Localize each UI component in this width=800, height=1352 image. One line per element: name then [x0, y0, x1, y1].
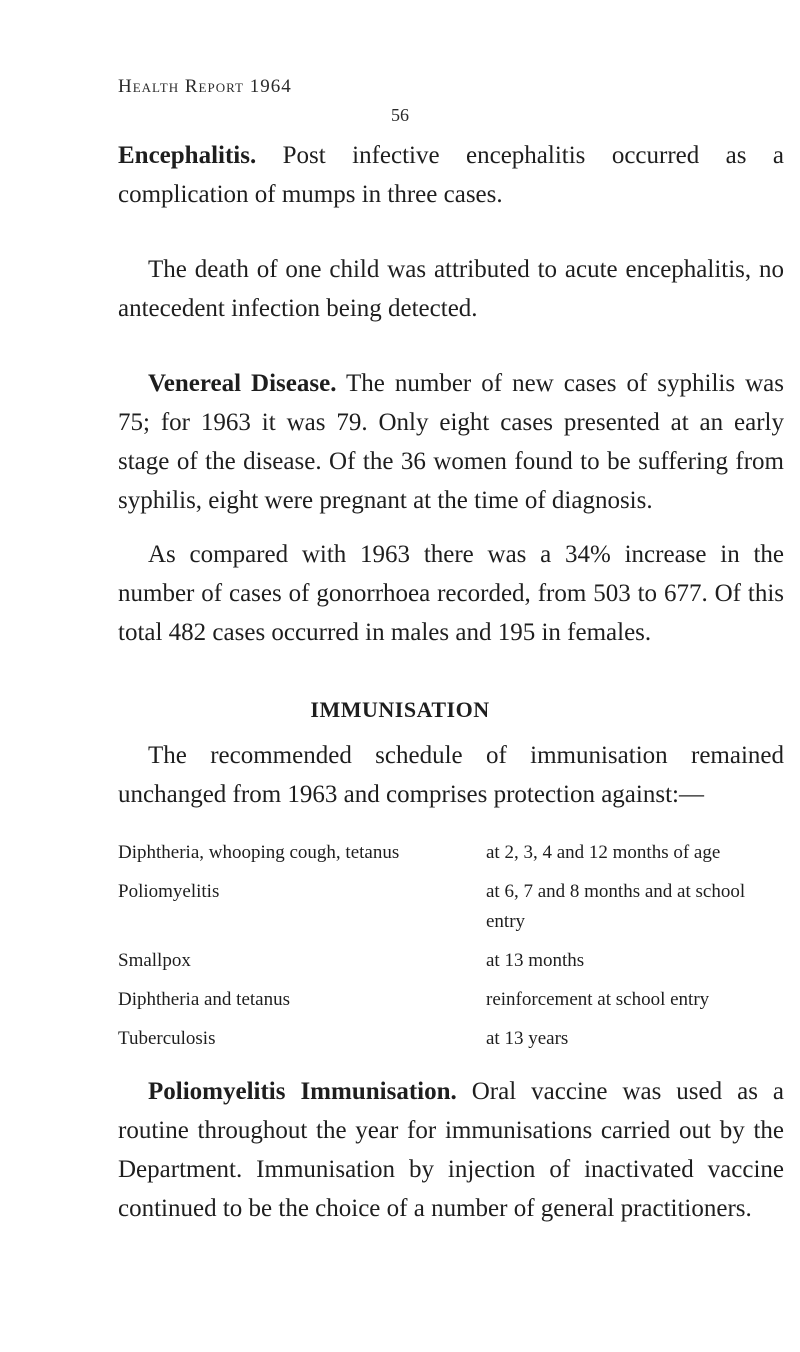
poliomyelitis-immunisation-paragraph [118, 1072, 784, 1228]
immunisation-intro: The recommended schedule of immunisation remained unchanged from 1963 and comprises protection against:— [118, 742, 784, 808]
poliomyelitis-immunisation-text: Oral vaccine was used as a routine throughout the year for immunisations carried out by the Department. Immunisation by injection of inactivated vaccine continued to be the choice of a number of general practitioners. [118, 1078, 785, 1222]
running-head: Health Report 1964 [118, 76, 292, 97]
schedule-row [118, 985, 784, 1024]
schedule-row [118, 1024, 784, 1063]
venereal-disease-text-1: The number of new cases of syphilis was 75; for 1963 it was 79. Only eight cases presented at an early stage of the disease. Of the 36 women found to be suffering from syphilis, eight were pregnant at the time of diagnosis. [118, 370, 784, 514]
immunisation-schedule-table [118, 838, 784, 1063]
poliomyelitis-immunisation-heading: Poliomyelitis Immunisation. [148, 1078, 457, 1105]
schedule-timing: at 13 months [486, 950, 585, 971]
encephalitis-text-1: Post infective encephalitis occurred as a complication of mumps in three cases. [118, 142, 785, 208]
venereal-disease-heading: Venereal Disease. [148, 370, 337, 397]
schedule-row [118, 877, 784, 946]
venereal-disease-paragraph-1 [118, 364, 784, 520]
schedule-timing: reinforcement at school entry [486, 989, 710, 1010]
schedule-disease: Tuberculosis [118, 1028, 216, 1049]
encephalitis-paragraph-2: The death of one child was attributed to acute encephalitis, no antecedent infection being detected. [118, 256, 784, 322]
immunisation-heading: IMMUNISATION [310, 697, 490, 722]
venereal-disease-paragraph-2: As compared with 1963 there was a 34% increase in the number of cases of gonorrhoea recorded, from 503 to 677. Of this total 482 cases occurred in males and 195 in females. [118, 541, 784, 646]
schedule-timing: at 13 years [486, 1028, 569, 1049]
encephalitis-heading: Encephalitis. [118, 142, 257, 169]
schedule-timing: at 2, 3, 4 and 12 months of age [486, 842, 721, 863]
schedule-disease: Diphtheria, whooping cough, tetanus [118, 842, 400, 863]
schedule-timing: at 6, 7 and 8 months and at school entry [486, 881, 746, 932]
schedule-disease: Smallpox [118, 950, 191, 971]
schedule-row [118, 946, 784, 985]
encephalitis-paragraph-1 [118, 136, 784, 214]
schedule-disease: Diphtheria and tetanus [118, 989, 291, 1010]
page-number: 56 [391, 105, 409, 125]
schedule-row [118, 838, 784, 877]
schedule-disease: Poliomyelitis [118, 881, 220, 902]
